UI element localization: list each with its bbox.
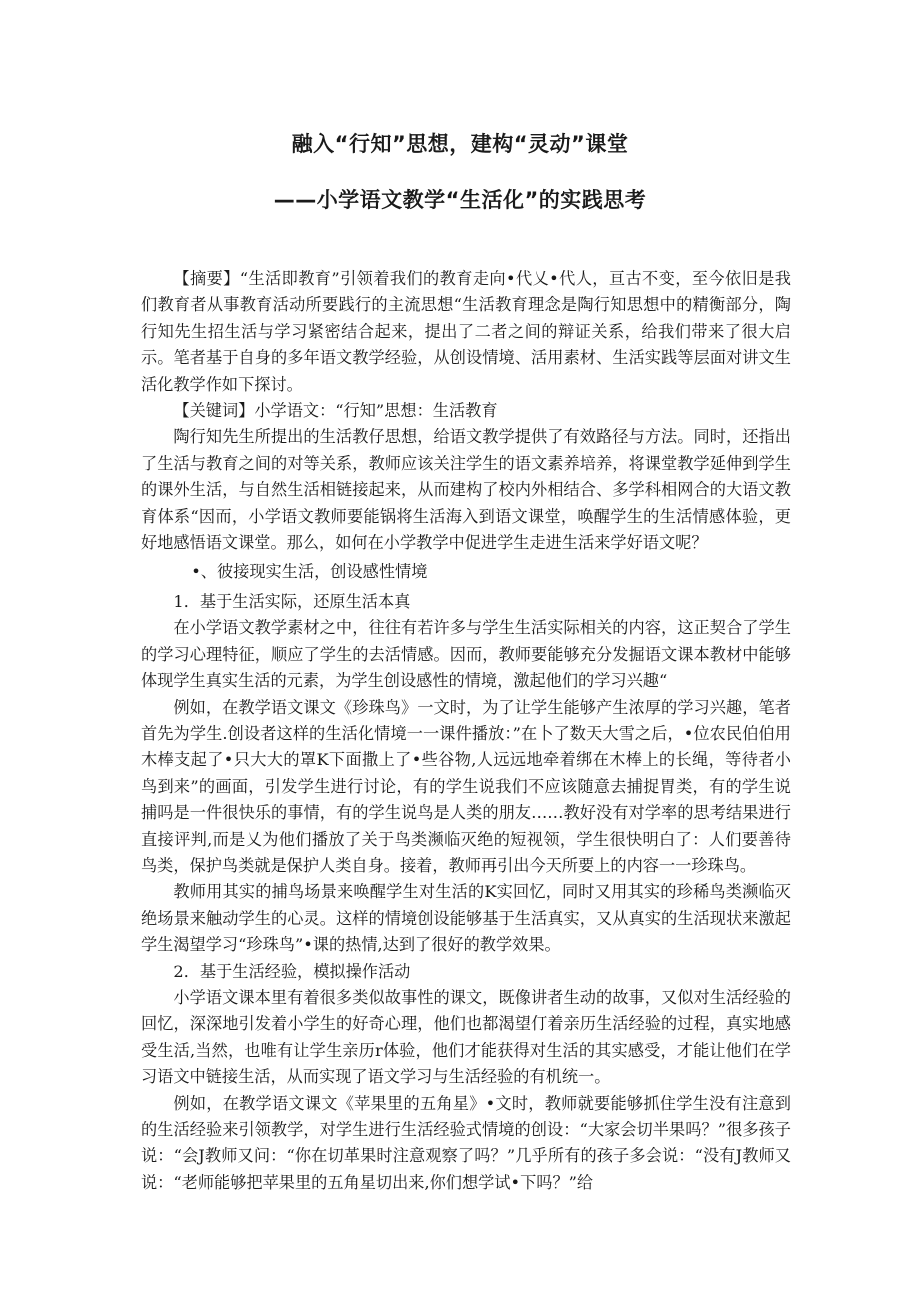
body-paragraph: 教师用其实的捕鸟场景来唤醒学生对生活的K实回忆，同时又用其实的珍稀鸟类濒临灭绝场景来触动学生的心灵。这样的情境创设能够基于生活真实，又从真实的生活现状来激起学生渴望学习“珍珠鸟”•课的热情,达到了很好的教学效果。 xyxy=(141,882,791,955)
intro-paragraph: 陶行知先生所提出的生活教仔思想，给语文教学提供了有效路径与方法。同时，还指出了生活与教育之间的对等关系，教师应该关注学生的语文素养培养，将课堂教学延伸到学生的课外生活，与自然生活相链接起来，从而建构了校内外相结合、多学科相网合的大语文教育体系“因而，小学语文教师要能锅将生活海入到语文课堂，唤醒学生的生活情感体验，更好地感悟语文课堂。那么，如何在小学教学中促进学生走进生活来学好语文呢？ xyxy=(141,427,791,553)
abstract-paragraph: 【摘要】“生活即教育”引领着我们的教育走向•代乂•代人，亘古不变，至今依旧是我们教育者从事教育活动所要践行的主流思想“生活教育理念是陶行知思想中的精衡部分，陶行知先生招生活与学习紧密结合起来，提出了二者之间的辩证关系，给我们带来了很大启示。笔者基于自身的多年语文教学经验，从创设情境、活用素材、生活实践等层面对讲文生活化教学作如下探讨。 xyxy=(141,269,791,394)
document-subtitle: ——小学语文教学“生活化”的实践思考 xyxy=(273,188,647,212)
body-paragraph: 例如，在教学语文课文《珍珠鸟》一文时，为了让学生能够产生浓厚的学习兴趣，笔者首先为学生.创设者这样的生活化情境一一课件播放：”在卜了数天大雪之后，•位农民伯伯用木棒支起了•只大大的罩K下面撒上了•些谷物,人远远地牵着绑在木棒上的长绳，等待者小鸟到来”的画面，引发学生进行讨论，有的学生说我们不应该随意去捕捉胃类，有的学生说捕吗是一件很快乐的事情，有的学生说鸟是人类的朋友……教好没有对学率的思考结果进行直接评判,而是乂为他们播放了关于鸟类濒临灭绝的短视领，学生很快明白了：人们要善待鸟类，保护鸟类就是保护人类自身。接着，教师再引出今天所要上的内容一一珍珠鸟。 xyxy=(141,697,791,875)
document-title: 融入“行知”思想，建构“灵动”课堂 xyxy=(291,132,629,156)
subsection-heading-1: 1．基于生活实际，还原生活本真 xyxy=(173,591,411,611)
keywords-paragraph: 【关键词】小学语文：“行知”思想：生活教育 xyxy=(173,401,498,421)
document-body xyxy=(141,266,791,1196)
subsection-heading-2: 2．基于生活经验，模拟操作活动 xyxy=(173,961,411,981)
body-paragraph: 小学语文课本里有着很多类似故事性的课文，既像讲者生动的故事，又似对生活经验的回忆，深深地引发着小学生的好奇心理，他们也都渴望仃着亲历生活经验的过程，真实地感受生活,当然，也唯有让学生亲历r体验，他们才能获得对生活的其实感受，才能让他们在学习语文中链接生活，从而实现了语文学习与生活经验的有机统一。 xyxy=(141,987,791,1087)
body-paragraph: 例如，在教学语文课文《苹果里的五角星》•文时，教师就要能够抓住学生没有注意到的生活经验来引领教学，对学生进行生活经验式情境的创设：“大家会切半果吗？”很多孩子说：“会J教师又问：“你在切革果时注意观察了吗？”几乎所有的孩子多会说：“没有J教师又说：“老师能够把苹果里的五角星切出来,你们想学试•下吗？”给 xyxy=(141,1093,791,1192)
section-heading-1: •、彼接现实生活，创设感性情境 xyxy=(191,562,428,582)
body-paragraph: 在小学语文教学素材之中，往往有若许多与学生生活实际相关的内容，这正契合了学生的学习心理特征，顺应了学生的去活情感。因而，教师要能够充分发掘语文课本教材中能够体现学生真实生活的元素，为学生创设感性的情境，激起他们的学习兴趣“ xyxy=(141,618,791,691)
